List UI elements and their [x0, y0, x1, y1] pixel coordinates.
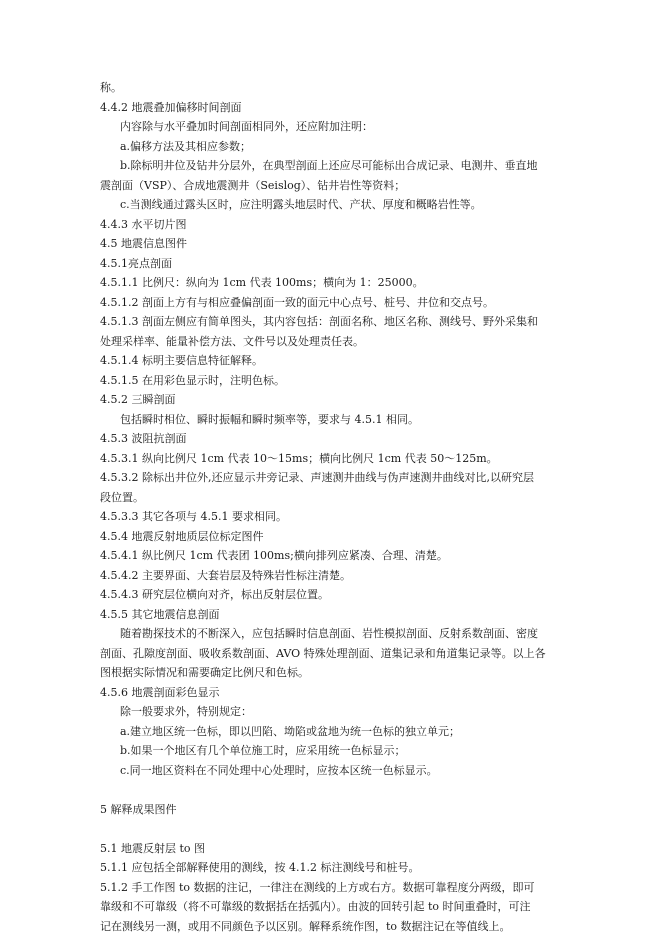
- text-line: 震剖面（VSP）、合成地震测井（Seislog）、钻井岩性等资料；: [100, 178, 406, 192]
- text-line: 4.5.4.3 研究层位横向对齐，标出反射层位置。: [100, 588, 329, 601]
- text-line: 处理采样率、能量补偿方法、文件号以及处理责任表。: [100, 334, 364, 348]
- text-line: 5.1.2 手工作图 to 数据的注记，一律注在测线的上方或右方。数据可靠程度分两级，即可: [100, 880, 535, 894]
- text-line: 4.5.1.2 剖面上方有与相应叠偏剖面一致的面元中心点号、桩号、井位和交点号。: [100, 295, 494, 309]
- blank-line: [100, 819, 570, 839]
- text-line: 除一般要求外，特别规定：: [120, 705, 252, 718]
- text-line: 段位置。: [100, 490, 144, 504]
- text-line: 4.5.1.3 剖面左侧应有简单图头，其内容包括：剖面名称、地区名称、测线号、野外采集和: [100, 315, 538, 328]
- document-page: [100, 78, 570, 936]
- text-line: 4.5.6 地震剖面彩色显示: [100, 685, 220, 699]
- text-line: 随着勘探技术的不断深入，应包括瞬时信息剖面、岩性模拟剖面、反射系数剖面、密度: [120, 627, 538, 640]
- text-line: 4.5.1亮点剖面: [100, 256, 172, 270]
- text-line: 5 解释成果图件: [100, 802, 177, 816]
- text-line: b.如果一个地区有几个单位施工时，应采用统一色标显示；: [120, 744, 406, 757]
- text-line: 内容除与水平叠加时间剖面相同外，还应附加注明：: [120, 120, 373, 133]
- text-line: 4.4.2 地震叠加偏移时间剖面: [100, 100, 242, 114]
- text-line: 4.5.4.2 主要界面、大套岩层及特殊岩性标注清楚。: [100, 568, 351, 582]
- text-line: 4.5.1.1 比例尺：纵向为 1cm 代表 100ms；横向为 1：25000。: [100, 276, 424, 289]
- text-line: 4.5.3.3 其它各项与 4.5.1 要求相同。: [100, 510, 287, 523]
- text-line: 4.5.1.4 标明主要信息特征解释。: [100, 354, 263, 367]
- text-line: 4.5 地震信息图件: [100, 237, 187, 250]
- text-line: 4.5.4 地震反射地质层位标定图件: [100, 529, 264, 543]
- text-line: c.同一地区资料在不同处理中心处理时，应按本区统一色标显示。: [120, 763, 438, 777]
- text-line: 4.5.1.5 在用彩色显示时，注明色标。: [100, 373, 285, 387]
- text-line: 4.5.4.1 纵比例尺 1cm 代表团 100ms;横向排列应紧凑、合理、清楚。: [100, 549, 448, 562]
- text-line: a.建立地区统一色标，即以凹陷、坳陷或盆地为统一色标的独立单元；: [120, 724, 461, 738]
- text-line: 包括瞬时相位、瞬时振幅和瞬时频率等，要求与 4.5.1 相同。: [120, 412, 419, 426]
- text-line: 记在测线另一测，或用不同颜色予以区别。解释系统作图，to 数据注记在等值线上。: [100, 919, 511, 933]
- text-line: 靠级和不可靠级（将不可靠级的数据括在括弧内）。由波的回转引起 to 时间重叠时，可注: [100, 900, 531, 913]
- text-line: 5.1 地震反射层 to 图: [100, 841, 206, 855]
- text-line: 图根据实际情况和需要确定比例尺和色标。: [100, 666, 309, 679]
- text-line: 4.5.5 其它地震信息剖面: [100, 607, 220, 621]
- text-line: 称。: [100, 81, 122, 94]
- text-line: 剖面、孔隙度剖面、吸收系数剖面、AVO 特殊处理剖面、道集记录和角道集记录等。以上各: [100, 646, 546, 660]
- text-line: 4.4.3 水平切片图: [100, 217, 187, 231]
- text-line: b.除标明井位及钻井分层外，在典型剖面上还应尽可能标出合成记录、电测井、垂直地: [120, 159, 538, 172]
- text-line: c.当测线通过露头区时，应注明露头地层时代、产状、厚度和概略岩性等。: [120, 198, 482, 211]
- text-line: 4.5.3.2 除标出井位外,还应显示井旁记录、声速测井曲线与伪声速测井曲线对比,以研究层: [100, 471, 534, 484]
- text-line: 4.5.3 波阻抗剖面: [100, 432, 187, 445]
- text-line: a.偏移方法及其相应参数；: [120, 139, 252, 153]
- text-line: 4.5.3.1 纵向比例尺 1cm 代表 10～15ms；横向比例尺 1cm 代表 50～125m。: [100, 451, 498, 465]
- text-line: 5.1.1 应包括全部解释使用的测线，按 4.1.2 标注测线号和桩号。: [100, 861, 420, 874]
- blank-line: [100, 780, 570, 800]
- text-line: 4.5.2 三瞬剖面: [100, 393, 176, 406]
